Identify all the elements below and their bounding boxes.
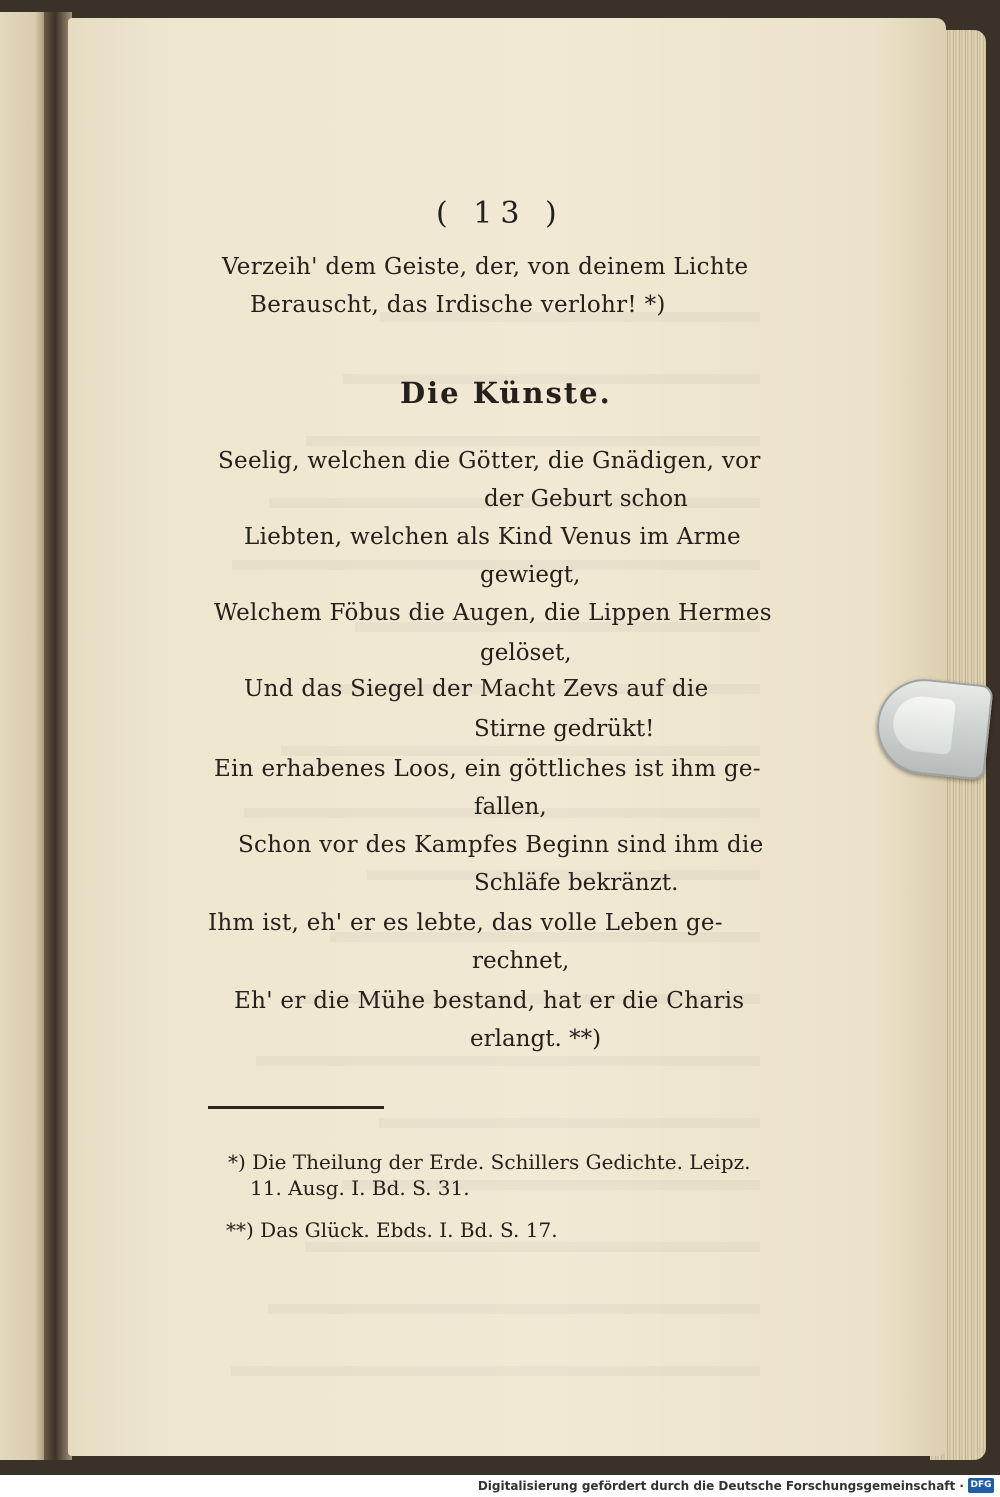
verse-continuation: gewiegt, <box>480 562 581 588</box>
left-page-edge <box>0 12 50 1460</box>
verse-line: Welchem Föbus die Augen, die Lippen Hermes <box>214 600 772 626</box>
dfg-logo-icon[interactable]: DFG <box>968 1478 994 1493</box>
verse-continuation: Schläfe bekränzt. <box>474 870 679 896</box>
verse-line: Ein erhabenes Loos, ein göttliches ist ihm ge- <box>214 756 761 782</box>
footnote: *) Die Theilung der Erde. Schillers Gedichte. Leipz. <box>228 1150 751 1174</box>
verse-line: Eh' er die Mühe bestand, hat er die Charis <box>234 988 745 1014</box>
footnote: **) Das Glück. Ebds. I. Bd. S. 17. <box>226 1218 558 1242</box>
verse-line: Ihm ist, eh' er es lebte, das volle Leben ge- <box>208 910 723 936</box>
footnote-continuation: 11. Ausg. I. Bd. S. 31. <box>250 1176 470 1200</box>
verse-line: Schon vor des Kampfes Beginn sind ihm die <box>238 832 764 858</box>
verse-continuation: der Geburt schon <box>484 486 688 512</box>
verse-continuation: gelöset, <box>480 640 572 666</box>
verse-line: Liebten, welchen als Kind Venus im Arme <box>244 524 741 550</box>
verse-line: Seelig, welchen die Götter, die Gnädigen, vor <box>218 448 761 474</box>
verse-continuation: rechnet, <box>472 948 570 974</box>
page-number: ( 13 ) <box>436 196 565 231</box>
poem-title: Die Künste. <box>400 376 612 410</box>
opening-line: Verzeih' dem Geiste, der, von deinem Lichte <box>222 254 749 280</box>
verse-continuation: erlangt. **) <box>470 1026 602 1052</box>
opening-line: Berauscht, das Irdische verlohr! *) <box>250 292 666 318</box>
credit-text: Digitalisierung gefördert durch die Deutsche Forschungsgemeinschaft · <box>477 1479 964 1493</box>
credit-bar <box>0 1475 1000 1497</box>
verse-continuation: fallen, <box>474 794 547 820</box>
verse-line: Und das Siegel der Macht Zevs auf die <box>244 676 709 702</box>
footnote-rule <box>208 1106 384 1109</box>
verse-continuation: Stirne gedrükt! <box>474 716 655 742</box>
